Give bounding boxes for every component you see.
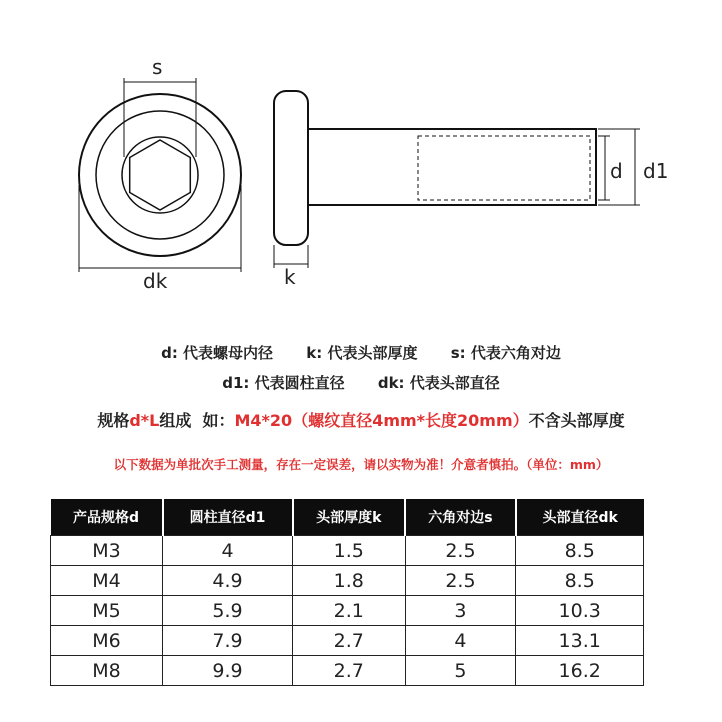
table-row [51, 626, 644, 656]
legend-row-1 [0, 342, 722, 363]
legend-dk: dk: 代表头部直径 [377, 374, 500, 392]
internal-thread [418, 136, 590, 200]
header-k: 头部厚度k [293, 499, 406, 536]
table-row [51, 536, 644, 566]
legend-d1: d1: 代表圆柱直径 [222, 374, 345, 392]
dim-label-d1: d1 [643, 159, 669, 183]
socket-circle [122, 137, 198, 213]
measurement-note: 以下数据为单批次手工测量，存在一定误差，请以实物为准！介意者慎拍。（单位：mm） [113, 457, 609, 472]
cell-dk: 10.3 [516, 596, 644, 626]
cell-k: 1.8 [293, 566, 406, 596]
dim-label-s: s [152, 55, 163, 79]
spec-mid: 组成 如： [159, 411, 235, 430]
spec-prefix: 规格 [97, 411, 130, 430]
front-view [79, 78, 241, 272]
table-row [51, 656, 644, 686]
cell-k: 2.7 [293, 656, 406, 686]
legend-s: s: 代表六角对边 [450, 344, 561, 362]
legend-d: d: 代表螺母内径 [161, 344, 274, 362]
dim-label-k: k [284, 265, 296, 289]
cell-s: 2.5 [405, 536, 516, 566]
technical-drawing [0, 0, 722, 330]
side-view [274, 91, 640, 268]
cell-d1: 4.9 [163, 566, 293, 596]
hex-socket [130, 140, 191, 210]
table-row [51, 596, 644, 626]
header-d1: 圆柱直径d1 [163, 499, 293, 536]
cell-s: 5 [405, 656, 516, 686]
spec-dl: d*L [129, 411, 160, 430]
spec-table [50, 499, 644, 686]
cell-d1: 4 [163, 536, 293, 566]
header-dk: 头部直径dk [516, 499, 644, 536]
cell-dk: 8.5 [516, 566, 644, 596]
cell-dk: 16.2 [516, 656, 644, 686]
cell-d1: 7.9 [163, 626, 293, 656]
spec-line [0, 408, 722, 431]
cell-spec: M6 [51, 626, 163, 656]
cell-spec: M3 [51, 536, 163, 566]
spec-suffix: 不含头部厚度 [528, 411, 625, 430]
dim-label-d: d [610, 159, 623, 183]
legend-k: k: 代表头部厚度 [306, 344, 418, 362]
cell-dk: 13.1 [516, 626, 644, 656]
legend-row-2 [0, 372, 722, 393]
table-header-row [51, 499, 644, 536]
head-inner-circle [96, 111, 224, 239]
screw-head-side [274, 91, 308, 245]
cell-s: 2.5 [405, 566, 516, 596]
cell-spec: M8 [51, 656, 163, 686]
screw-shank [308, 129, 596, 205]
head-outer-circle [79, 94, 241, 256]
cell-s: 4 [405, 626, 516, 656]
header-s: 六角对边s [405, 499, 516, 536]
cell-k: 2.1 [293, 596, 406, 626]
cell-d1: 5.9 [163, 596, 293, 626]
table-row [51, 566, 644, 596]
cell-s: 3 [405, 596, 516, 626]
header-spec-d: 产品规格d [51, 499, 163, 536]
cell-d1: 9.9 [163, 656, 293, 686]
cell-dk: 8.5 [516, 536, 644, 566]
dim-label-dk: dk [143, 269, 168, 293]
spec-example: M4*20（螺纹直径4mm*长度20mm） [234, 411, 529, 430]
cell-spec: M5 [51, 596, 163, 626]
cell-k: 1.5 [293, 536, 406, 566]
cell-k: 2.7 [293, 626, 406, 656]
cell-spec: M4 [51, 566, 163, 596]
